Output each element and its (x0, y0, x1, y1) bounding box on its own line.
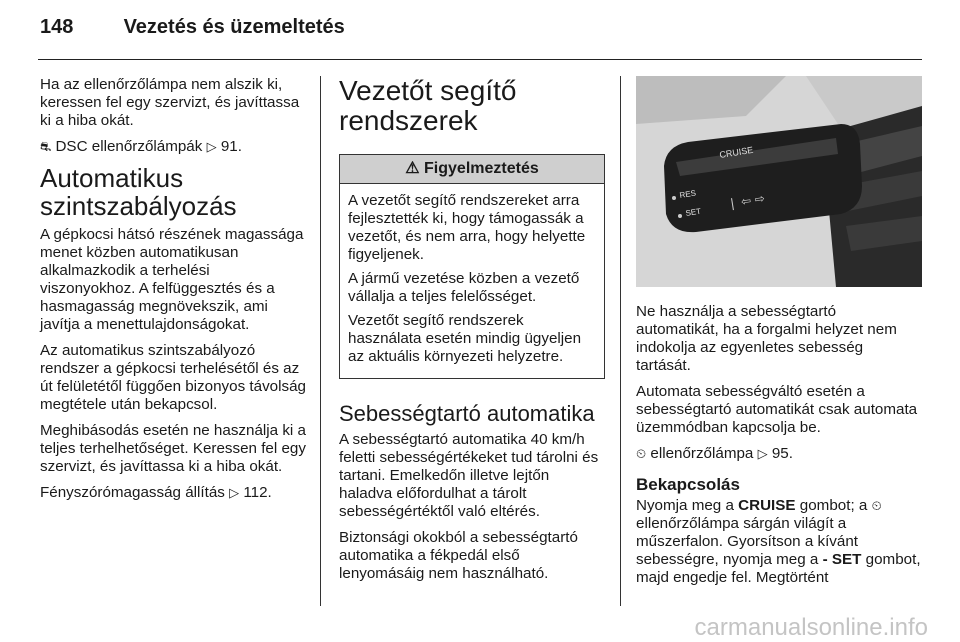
warning-title: Figyelmeztetés (424, 160, 539, 177)
ref-page[interactable]: 95. (771, 445, 793, 462)
subsection-heading: Sebességtartó automatika (339, 401, 595, 426)
paragraph: Az automatikus szintszabályozó rendszer a gépkocsi terhelésétől és az út felületétől függően bizonyos távolság megtétele után bekapcsol. (40, 342, 306, 413)
headlight-reference (40, 484, 308, 502)
header-rule (38, 59, 922, 60)
warning-paragraph: Vezetőt segítő rendszerek használata esetén mindig ügyeljen az aktuális környezeti helyzetre. (348, 312, 582, 365)
dsc-lamp-icon: ⛐ (40, 139, 52, 154)
paragraph: Meghibásodás esetén ne használja ki a teljes terhelhetőséget. Keressen fel egy szervizt, és javíttassa ki a hiba okát. (40, 422, 306, 475)
ref-text: ellenőrzőlámpa (650, 445, 754, 462)
lever-res-label: RES (678, 188, 697, 200)
page-number: 148 (40, 16, 74, 38)
cruise-lamp-icon: ⏲ (636, 446, 647, 461)
ref-page[interactable]: 112. (243, 484, 272, 501)
warning-paragraph: A vezetőt segítő rendszereket arra fejlesztették ki, hogy támogassák a vezetőt, és nem arra, hogy helyette figyeljenek. (348, 192, 586, 263)
cruise-control-lever-photo (636, 76, 922, 287)
warning-triangle-icon: ⚠ (405, 160, 420, 177)
cruise-lever-illustration (636, 76, 922, 287)
paragraph: Ne használja a sebességtartó automatikát, ha a forgalmi helyzet nem indokolja az egyenletes sebesség tartását. (636, 303, 897, 374)
chapter-title: Vezetés és üzemeltetés (123, 16, 345, 38)
section-heading: Vezetőt segítő rendszerek (339, 75, 517, 136)
paragraph (636, 497, 922, 587)
column-divider-2 (620, 76, 621, 606)
page-ref-arrow-icon: ▷ (229, 485, 240, 500)
cruise-lamp-icon: ⏲ (871, 498, 882, 513)
warning-body (340, 184, 604, 378)
lever-cruise-label: CRUISE (718, 144, 754, 160)
ref-text: Fényszórómagasság állítás (40, 484, 225, 501)
column-3 (636, 76, 922, 595)
cruise-lamp-reference (636, 445, 922, 463)
dsc-reference (40, 138, 308, 156)
dsc-ref-page[interactable]: 91. (220, 138, 242, 155)
paragraph: Biztonsági okokból a sebességtartó automatika a fékpedál első lenyomásáig nem használható. (339, 529, 578, 582)
svg-text:❘ ⇦ ⇨: ❘ ⇦ ⇨ (726, 191, 766, 211)
text-run: Nyomja meg a (636, 497, 734, 514)
text-run: gombot; a (799, 497, 868, 514)
lever-set-label: SET (684, 206, 702, 218)
page-ref-arrow-icon: ▷ (757, 446, 768, 461)
dsc-ref-text: DSC ellenőrzőlámpák (55, 138, 203, 155)
paragraph: A gépkocsi hátsó részének magassága menet közben automatikusan alkalmazkodik a terhelési viszonyokhoz. A felfüggesztés és a hasmagasság megnövekszik, ami javítja a menettulajdonságokat. (40, 226, 304, 333)
text-run: ellenőrzőlámpa sárgán világít a műszerfalon. Gyorsítson a kívánt sebességre, nyomja meg a (636, 515, 858, 568)
subsection-heading: Bekapcsolás (636, 475, 740, 494)
warning-header (340, 155, 604, 184)
page-header (40, 16, 345, 39)
column-2 (339, 76, 605, 591)
watermark: carmanualsonline.info (694, 614, 928, 641)
set-button-label: - SET (822, 551, 862, 568)
warning-paragraph: A jármű vezetése közben a vezető vállalja a teljes felelősséget. (348, 270, 580, 305)
text-run: gombot, majd engedje fel. Megtörtént (636, 551, 921, 586)
column-divider-1 (320, 76, 321, 606)
paragraph: A sebességtartó automatika 40 km/h feletti sebességértékeket tud tárolni és tartani. Emelkedőn illetve lejtőn haladva előfordulhat a tárolt sebességértéktől való eltérés. (339, 431, 599, 520)
paragraph: Ha az ellenőrzőlámpa nem alszik ki, keressen fel egy szervizt, és javíttassa ki a hiba okát. (40, 76, 300, 129)
page-ref-arrow-icon: ▷ (206, 139, 217, 154)
paragraph: Automata sebességváltó esetén a sebességtartó automatikát csak automata üzemmódban kapcsolja be. (636, 383, 918, 436)
section-heading: Automatikus szintszabályozás (40, 163, 237, 221)
column-1 (40, 76, 308, 510)
cruise-button-label: CRUISE (738, 497, 796, 514)
warning-box (339, 154, 605, 379)
